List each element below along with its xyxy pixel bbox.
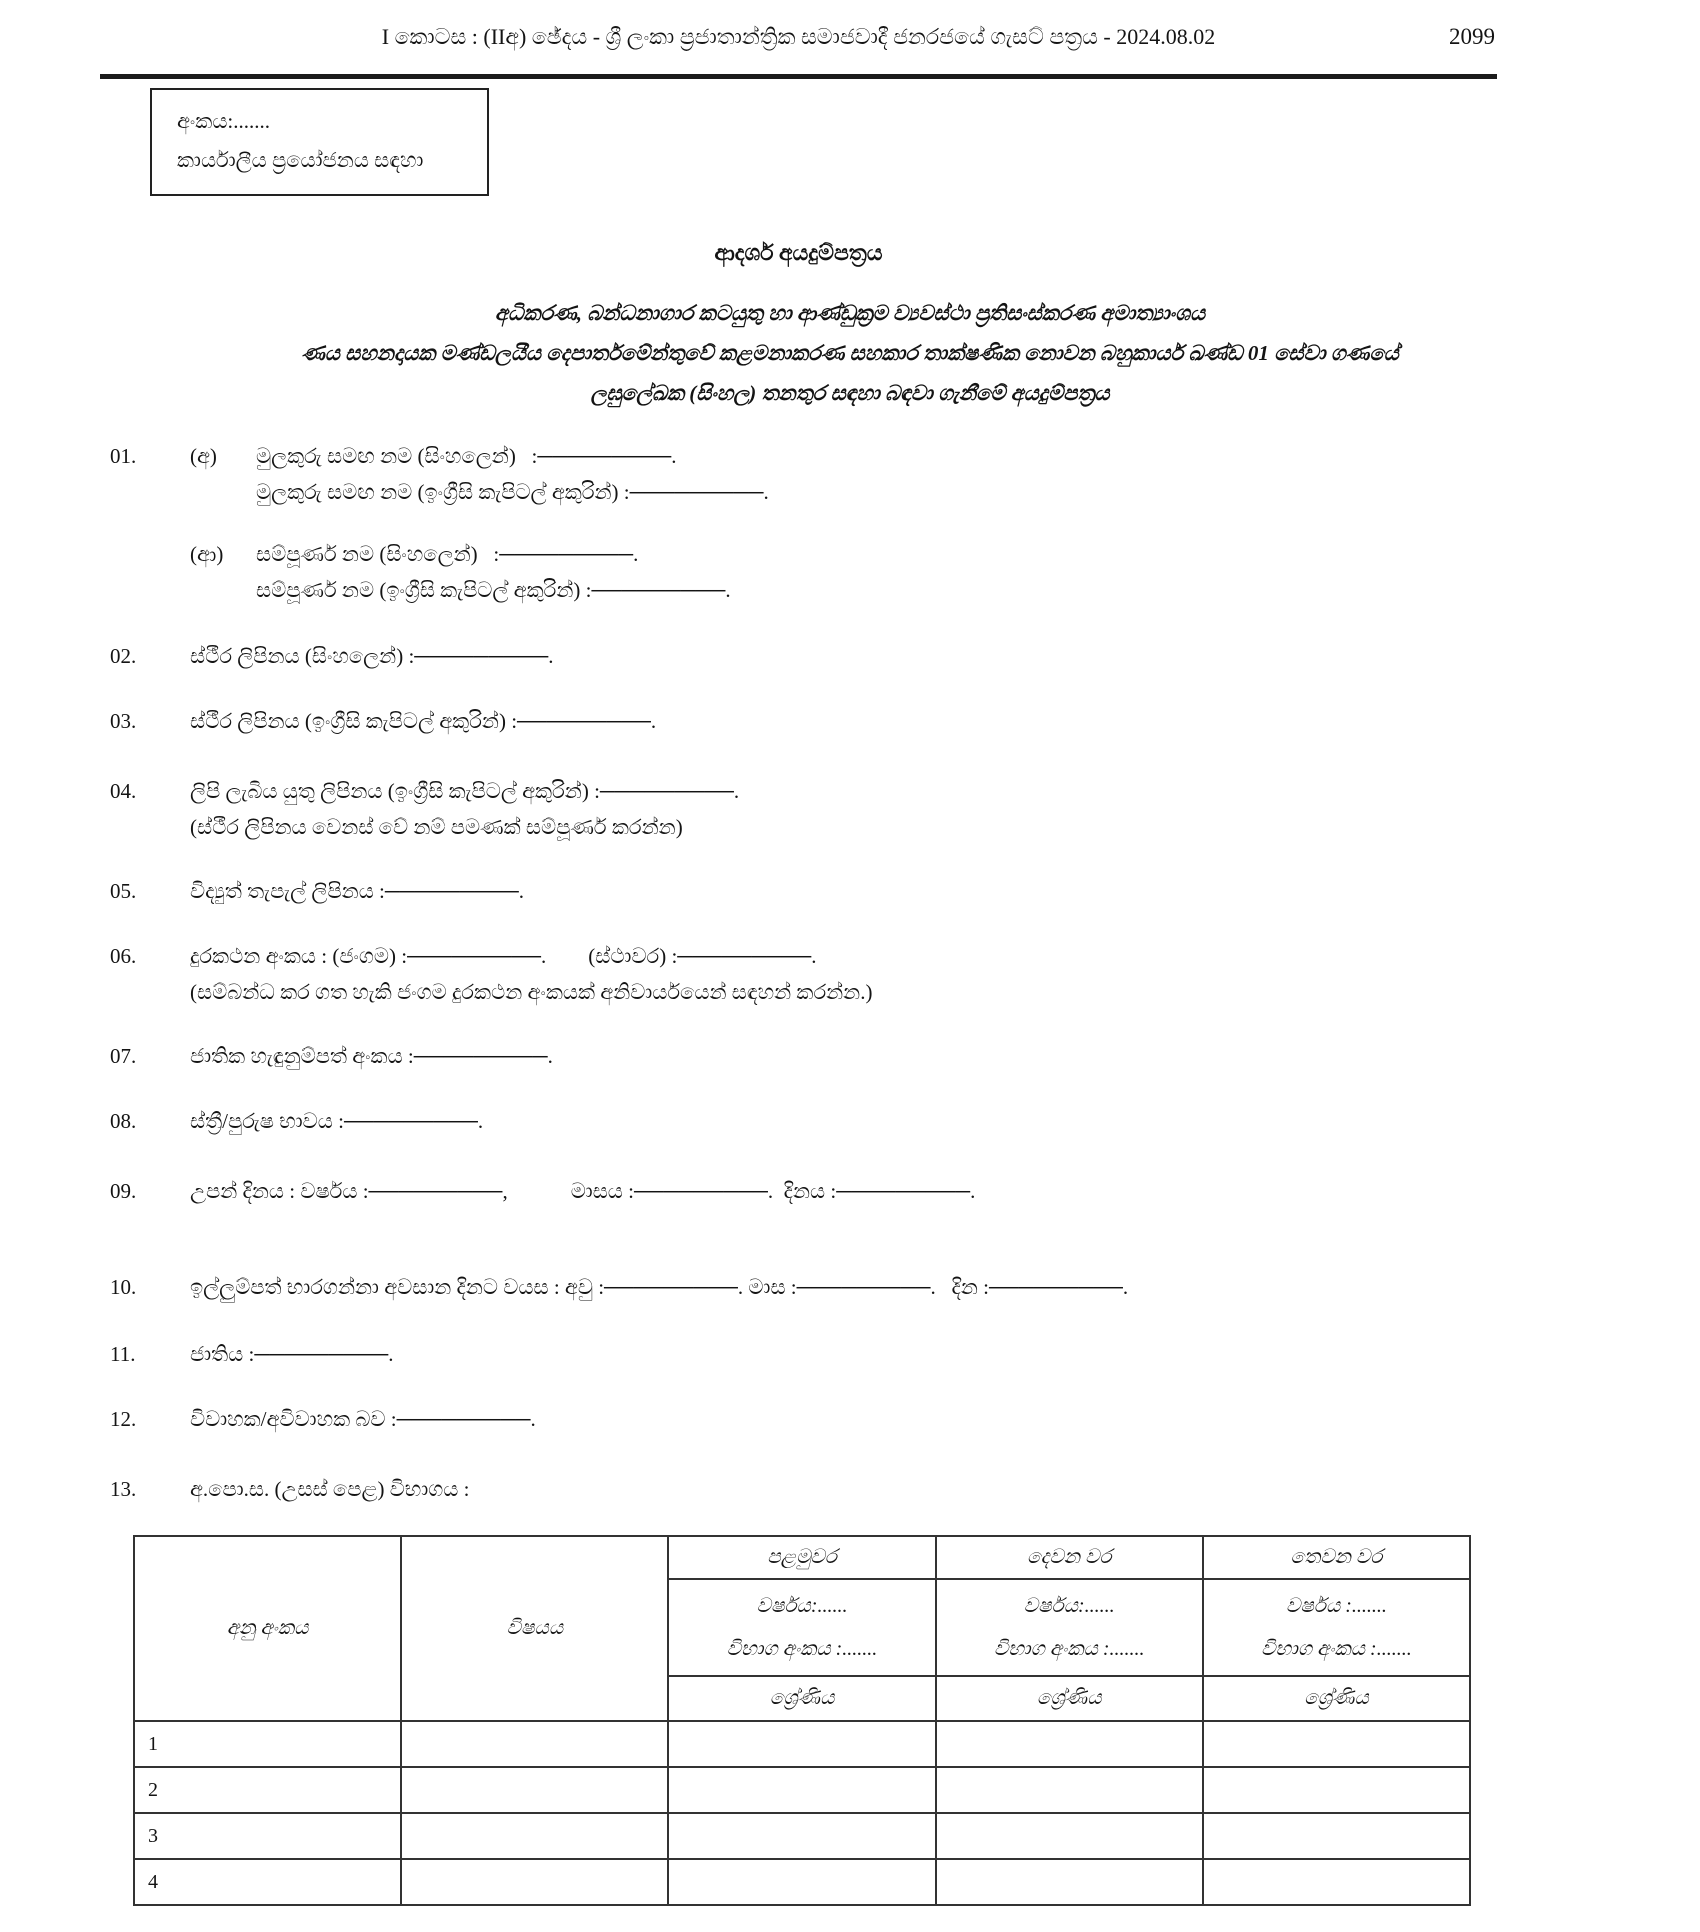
item-number: 01. <box>110 444 137 468</box>
empty-cell <box>1203 1859 1470 1905</box>
permanent-address-sinhala: ස්ථීර ලිපිනය (සිංහලෙන්) :─────────. <box>190 644 554 668</box>
gender: ස්ත්‍රී/පුරුෂ භාවය :─────────. <box>190 1109 484 1133</box>
item-number: 03. <box>110 709 137 733</box>
mailing-address-note: (ස්ථීර ලිපිනය වෙනස් වේ නම් පමණක් සම්පූර්ණ කරන්න) <box>190 815 683 839</box>
empty-cell <box>1203 1721 1470 1767</box>
item-number: 08. <box>110 1109 137 1133</box>
attempt-2-year: වර්ෂය:...... <box>1023 1594 1115 1617</box>
item-number: 11. <box>110 1342 136 1366</box>
item-13 <box>100 1471 1590 1507</box>
serial-number-header: අනු අංකය <box>134 1536 401 1721</box>
attempt-3-exam-no: විභාග අංකය :....... <box>1261 1637 1412 1660</box>
name-with-initials-sinhala: මුලකුරු සමඟ නම (සිංහලෙන්) :─────────. <box>256 444 677 468</box>
al-exam-table <box>133 1535 1471 1906</box>
item-08 <box>100 1103 1590 1139</box>
item-04 <box>100 773 1590 845</box>
attempt-3-detail <box>1203 1579 1470 1676</box>
empty-cell <box>936 1813 1203 1859</box>
item-number: 07. <box>110 1044 137 1068</box>
row-number: 4 <box>134 1859 401 1905</box>
item-07 <box>100 1038 1590 1074</box>
form-items <box>100 438 1590 1507</box>
page-number: 2099 <box>1449 24 1495 49</box>
item-11 <box>100 1336 1590 1372</box>
item-number: 12. <box>110 1407 137 1431</box>
attempt-2-detail <box>936 1579 1203 1676</box>
item-09 <box>100 1173 1590 1209</box>
empty-cell <box>668 1767 935 1813</box>
item-number: 06. <box>110 944 137 968</box>
office-box-purpose-line: කාර්යාලීය ප්‍රයෝජනය සඳහා <box>177 147 424 172</box>
item-number: 05. <box>110 879 137 903</box>
full-name-sinhala: සම්පූර්ණ නම (සිංහලෙන්) :─────────. <box>256 542 639 566</box>
empty-cell <box>668 1859 935 1905</box>
attempt-1-grade-header: ශ්‍රේණිය <box>668 1676 935 1721</box>
spacer <box>937 1623 1202 1633</box>
attempt-2-header: දෙවන වර <box>936 1536 1203 1579</box>
table-row-2 <box>134 1767 1470 1813</box>
nic-number: ජාතික හැඳුනුම්පත් අංකය :─────────. <box>190 1044 553 1068</box>
attempt-2-exam-no: විභාග අංකය :....... <box>993 1637 1145 1660</box>
gazette-header <box>100 24 1497 50</box>
item-01-b <box>190 536 1590 608</box>
telephone-numbers: දුරකථන අංකය : (ජංගම) :─────────. (ස්ථාවර) :─────────. <box>190 944 817 968</box>
permanent-address-english: ස්ථීර ලිපිනය (ඉංග්‍රීසි කැපිටල් අකුරින්) :─────────. <box>190 709 657 733</box>
name-with-initials-english: මුලකුරු සමඟ නම (ඉංග්‍රීසි කැපිටල් අකුරින්) :─────────. <box>256 480 769 504</box>
header-rule <box>100 74 1497 79</box>
attempt-1-exam-no: විභාග අංකය :....... <box>726 1637 878 1660</box>
empty-cell <box>1203 1767 1470 1813</box>
empty-cell <box>668 1721 935 1767</box>
item-12 <box>100 1401 1590 1437</box>
item-number: 02. <box>110 644 137 668</box>
item-number: 13. <box>110 1477 137 1501</box>
office-use-box <box>150 88 489 196</box>
sub-letter: (ආ) <box>190 542 224 566</box>
item-02 <box>100 638 1590 674</box>
office-box-number-line: අංකය:....... <box>177 109 271 133</box>
al-exam-heading: අ.පො.ස. (උසස් පෙළ) විභාගය : <box>190 1477 470 1501</box>
empty-cell <box>936 1767 1203 1813</box>
empty-cell <box>401 1813 668 1859</box>
gazette-header-text: I කොටස : (IIඅ) ඡේදය - ශ්‍රී ලංකා ප්‍රජාතාන්ත්‍රික සමාජවාදී ජනරජයේ ගැසට් පත්‍රය - 2024.08.02 <box>381 24 1216 49</box>
form-subtitle <box>0 293 1700 413</box>
table-row-1 <box>134 1721 1470 1767</box>
empty-cell <box>668 1813 935 1859</box>
marital-status: විවාහක/අවිවාහක බව :─────────. <box>190 1407 536 1431</box>
attempt-3-header: තෙවන වර <box>1203 1536 1470 1579</box>
mailing-address: ලිපි ලැබිය යුතු ලිපිනය (ඉංග්‍රීසි කැපිටල් අකුරින්) :─────────. <box>190 779 740 803</box>
al-exam-table-wrap <box>133 1535 1471 1906</box>
ministry-line: අධිකරණ, බන්ධනාගාර කටයුතු හා ආණ්ඩුක්‍රම ව්‍යවස්ථා ප්‍රතිසංස්කරණ අමාත්‍යාංශය <box>494 301 1206 325</box>
item-05 <box>100 873 1590 909</box>
empty-cell <box>401 1859 668 1905</box>
item-number: 04. <box>110 779 137 803</box>
email-address: විද්‍යුත් තැපැල් ලිපිනය :─────────. <box>190 879 525 903</box>
empty-cell <box>1203 1813 1470 1859</box>
empty-cell <box>936 1859 1203 1905</box>
empty-cell <box>401 1767 668 1813</box>
date-of-birth: උපන් දිනය : වර්ෂය :─────────, මාසය :─────────. දිනය :─────────. <box>190 1179 976 1203</box>
table-row-4 <box>134 1859 1470 1905</box>
attempt-3-year: වර්ෂය :....... <box>1285 1594 1387 1617</box>
empty-cell <box>936 1721 1203 1767</box>
attempt-1-detail <box>668 1579 935 1676</box>
spacer <box>1204 1623 1469 1633</box>
attempt-2-grade-header: ශ්‍රේණිය <box>936 1676 1203 1721</box>
post-line: ලඝුලේඛක (සිංහල) තනතුර සඳහා බඳවා ගැනීමේ අයදුම්පත්‍රය <box>590 381 1110 405</box>
attempt-1-header: පළමුවර <box>668 1536 935 1579</box>
sub-letter: (අ) <box>190 444 217 468</box>
age-at-closing-date: ඉල්ලුම්පත් භාරගන්නා අවසාන දිනට වයස : අවු :─────────. මාස :─────────. දින :─────────. <box>190 1275 1129 1299</box>
telephone-note: (සම්බන්ධ කර ගත හැකි ජංගම දුරකථන අංකයක් අනිවාර්යයෙන් සඳහන් කරන්න.) <box>190 980 873 1004</box>
department-service-line: ණය සහනදායක මණ්ඩලයීය දෙපාර්තමේන්තුවේ කළමනාකරණ සහකාර තාක්ෂණික නොවන බහුකාර්ය ඛණ්ඩ 01 සේවා ගණයේ <box>301 341 1399 365</box>
form-title: ආදර්ශ අයදුම්පත්‍රය <box>714 240 883 265</box>
subject-header: විෂයය <box>401 1536 668 1721</box>
empty-cell <box>401 1721 668 1767</box>
row-number: 3 <box>134 1813 401 1859</box>
item-number: 09. <box>110 1179 137 1203</box>
row-number: 2 <box>134 1767 401 1813</box>
nationality: ජාතිය :─────────. <box>190 1342 394 1366</box>
spacer <box>669 1623 934 1633</box>
attempt-3-grade-header: ශ්‍රේණිය <box>1203 1676 1470 1721</box>
attempt-1-year: වර්ෂය:...... <box>756 1594 848 1617</box>
full-name-english: සම්පූර්ණ නම (ඉංග්‍රීසි කැපිටල් අකුරින්) :─────────. <box>256 578 731 602</box>
table-row-3 <box>134 1813 1470 1859</box>
item-10 <box>100 1269 1590 1305</box>
item-06 <box>100 938 1590 1010</box>
item-01-a <box>190 438 1590 510</box>
item-03 <box>100 703 1590 739</box>
item-01 <box>100 438 1590 608</box>
item-number: 10. <box>110 1275 137 1299</box>
row-number: 1 <box>134 1721 401 1767</box>
